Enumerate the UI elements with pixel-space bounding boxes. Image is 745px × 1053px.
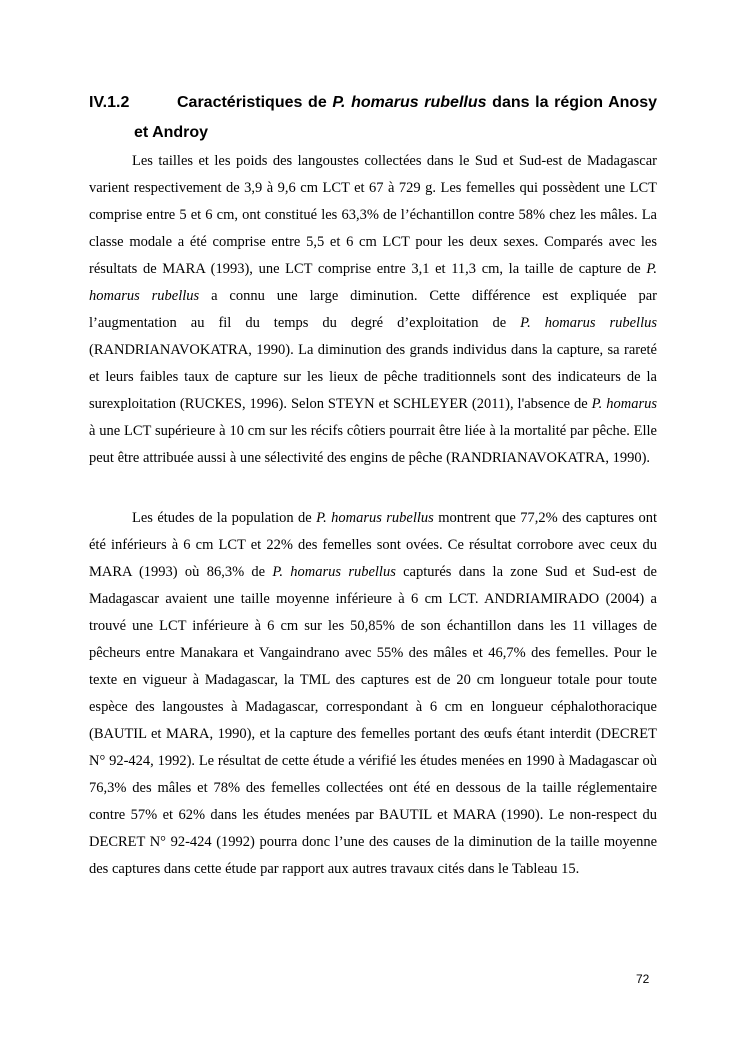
paragraph-1-species-2: P. homarus rubellus bbox=[520, 315, 658, 331]
paragraph-1-species-3: P. homarus bbox=[591, 396, 657, 412]
section-title-prefix: Caractéristiques de bbox=[177, 94, 333, 111]
section-title-species: P. homarus rubellus bbox=[332, 94, 487, 111]
paragraph-2-text-1: Les études de la population de bbox=[132, 510, 317, 526]
paragraph-2-species-2: P. homarus rubellus bbox=[272, 564, 396, 580]
paragraph-2-text-3: capturés dans la zone Sud et Sud-est de Madagascar avaient une taille moyenne inférieure à 6 cm LCT. ANDRIAMIRADO (2004) a trouvé une LCT inférieure à 6 cm sur les 50,85% de son échantillon dans les 11 villages de pêcheurs entre Manakara et Vangaindrano avec 55% des mâles et 46,7% des femelles. Pour le texte en vigueur à Madagascar, la TML des captures est de 20 cm longueur totale pour toute espèce des langoustes à Madagascar, correspondant à 6 cm en longueur céphalothoracique (BAUTIL et MARA, 1990), et la capture des femelles portant des œufs étant interdit (DECRET N° 92-424, 1992). Le résultat de cette étude a vérifié les études menées en 1990 à Madagascar où 76,3% des mâles et 78% des femelles collectées ont été en dessous de la taille réglementaire contre 57% et 62% dans les études menées par BAUTIL et MARA (1990). Le non-respect du DECRET N° 92-424 (1992) pourra donc l’une des causes de la diminution de la taille moyenne des captures dans cette étude par rapport aux autres travaux cités dans le Tableau 15. bbox=[89, 564, 657, 877]
paragraph-1-text-1: Les tailles et les poids des langoustes collectées dans le Sud et Sud-est de Madagascar varient respectivement de 3,9 à 9,6 cm LCT et 67 à 729 g. Les femelles qui possèdent une LCT comprise entre 5 et 6 cm, ont constitué les 63,3% de l’échantillon contre 58% chez les mâles. La classe modale a été comprise entre 5,5 et 6 cm LCT pour les deux sexes. Comparés avec les résultats de MARA (1993), une LCT comprise entre 3,1 et 11,3 cm, la taille de capture de bbox=[89, 153, 657, 277]
paragraph-1-text-2: a connu une large diminution. Cette différence est expliquée par l’augmentation au fil du temps du degré d’exploitation de bbox=[89, 288, 657, 331]
paragraph-1 bbox=[89, 148, 657, 472]
section-number: IV.1.2 bbox=[89, 94, 130, 111]
section-title bbox=[134, 88, 657, 148]
paragraph-2-species-1: P. homarus rubellus bbox=[316, 510, 434, 526]
paragraph-1-species-1: P. homarus rubellus bbox=[89, 261, 657, 304]
page-number: 72 bbox=[636, 972, 650, 986]
paragraph-1-text-4: à une LCT supérieure à 10 cm sur les récifs côtiers pourrait être liée à la mortalité par pêche. Elle peut être attribuée aussi à une sélectivité des engins de pêche (RANDRIANAVOKATRA, 1990). bbox=[89, 423, 657, 466]
paragraph-1-text-3: (RANDRIANAVOKATRA, 1990). La diminution des grands individus dans la capture, sa rareté et leurs faibles taux de capture sur les lieux de pêche traditionnels sont des indicateurs de la surexploitation (RUCKES, 1996). Selon STEYN et SCHLEYER (2011), l'absence de bbox=[89, 342, 657, 412]
paragraph-2 bbox=[89, 505, 657, 883]
section-title-suffix: dans la région Anosy et Androy bbox=[134, 94, 657, 141]
paragraph-2-text-2: montrent que 77,2% des captures ont été inférieurs à 6 cm LCT et 22% des femelles sont ovées. Ce résultat corrobore avec ceux du MARA (1993) où 86,3% de bbox=[89, 510, 658, 580]
